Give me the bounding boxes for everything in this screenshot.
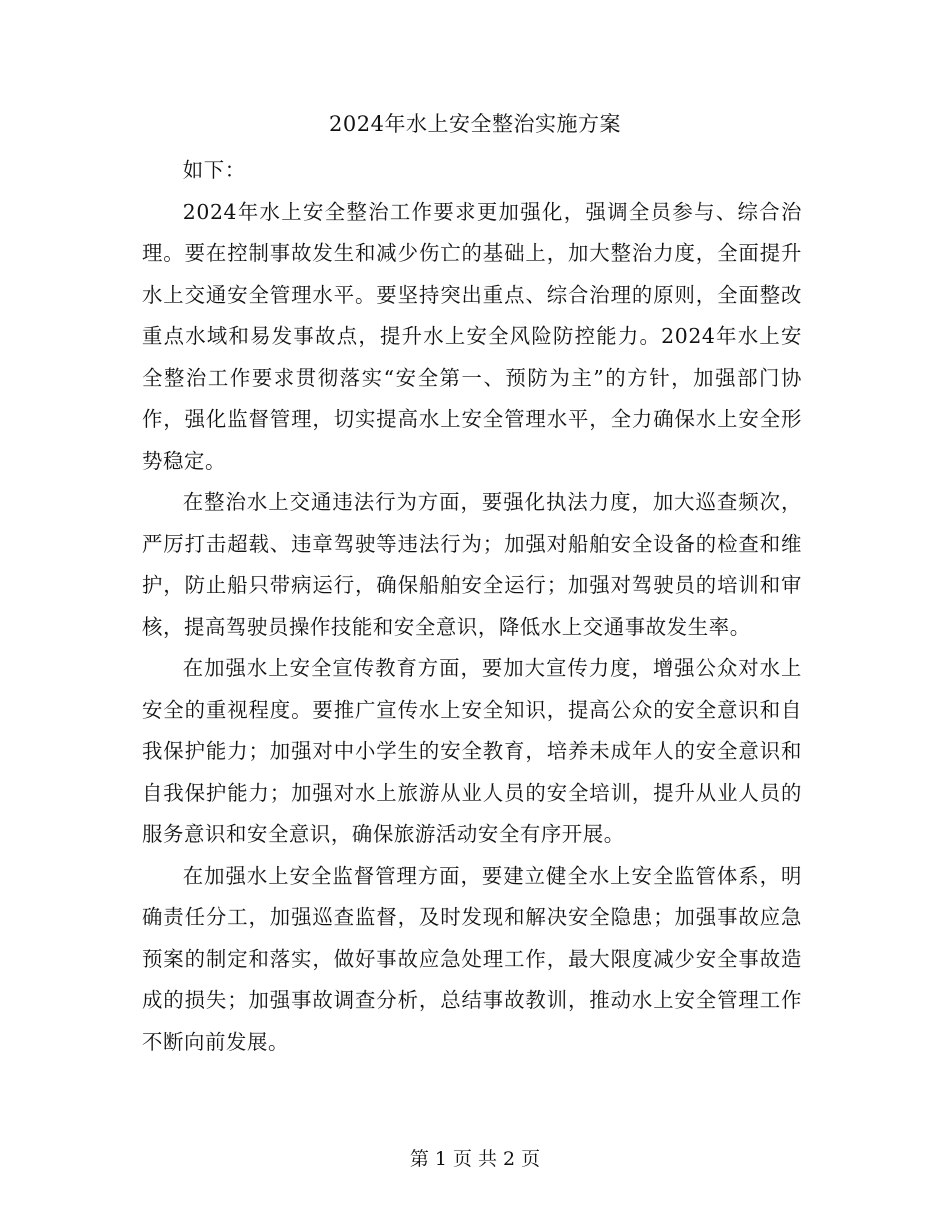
page-footer: 第 1 页 共 2 页 bbox=[409, 1148, 541, 1170]
paragraph: 在加强水上安全宣传教育方面，要加大宣传力度，增强公众对水上安全的重视程度。要推广宣传水上安全知识，提高公众的安全意识和自我保护能力；加强对中小学生的安全教育，培养未成年人的安全意识和自我保护能力；加强对水上旅游从业人员的安全培训，提升从业人员的服务意识和安全意识，确保旅游活动安全有序开展。 bbox=[142, 656, 802, 846]
paragraph: 2024年水上安全整治工作要求更加强化，强调全员参与、综合治理。要在控制事故发生和减少伤亡的基础上，加大整治力度，全面提升水上交通安全管理水平。要坚持突出重点、综合治理的原则，全面整改重点水域和易发事故点，提升水上安全风险防控能力。2024年水上安全整治工作要求贯彻落实“安全第一、预防为主”的方针，加强部门协作，强化监督管理，切实提高水上安全管理水平，全力确保水上安全形势稳定。 bbox=[142, 199, 802, 473]
paragraph: 在加强水上安全监督管理方面，要建立健全水上安全监管体系，明确责任分工，加强巡查监督，及时发现和解决安全隐患；加强事故应急预案的制定和落实，做好事故应急处理工作，最大限度减少安全事故造成的损失；加强事故调查分析，总结事故教训，推动水上安全管理工作不断向前发展。 bbox=[142, 863, 802, 1054]
paragraph: 在整治水上交通违法行为方面，要强化执法力度，加大巡查频次，严厉打击超载、违章驾驶等违法行为；加强对船舶安全设备的检查和维护，防止船只带病运行，确保船舶安全运行；加强对驾驶员的培训和审核，提高驾驶员操作技能和安全意识，降低水上交通事故发生率。 bbox=[142, 490, 802, 639]
document-body bbox=[142, 150, 802, 1063]
paragraph: 如下： bbox=[182, 158, 246, 182]
document-title: 2024年水上安全整治实施方案 bbox=[329, 112, 621, 136]
